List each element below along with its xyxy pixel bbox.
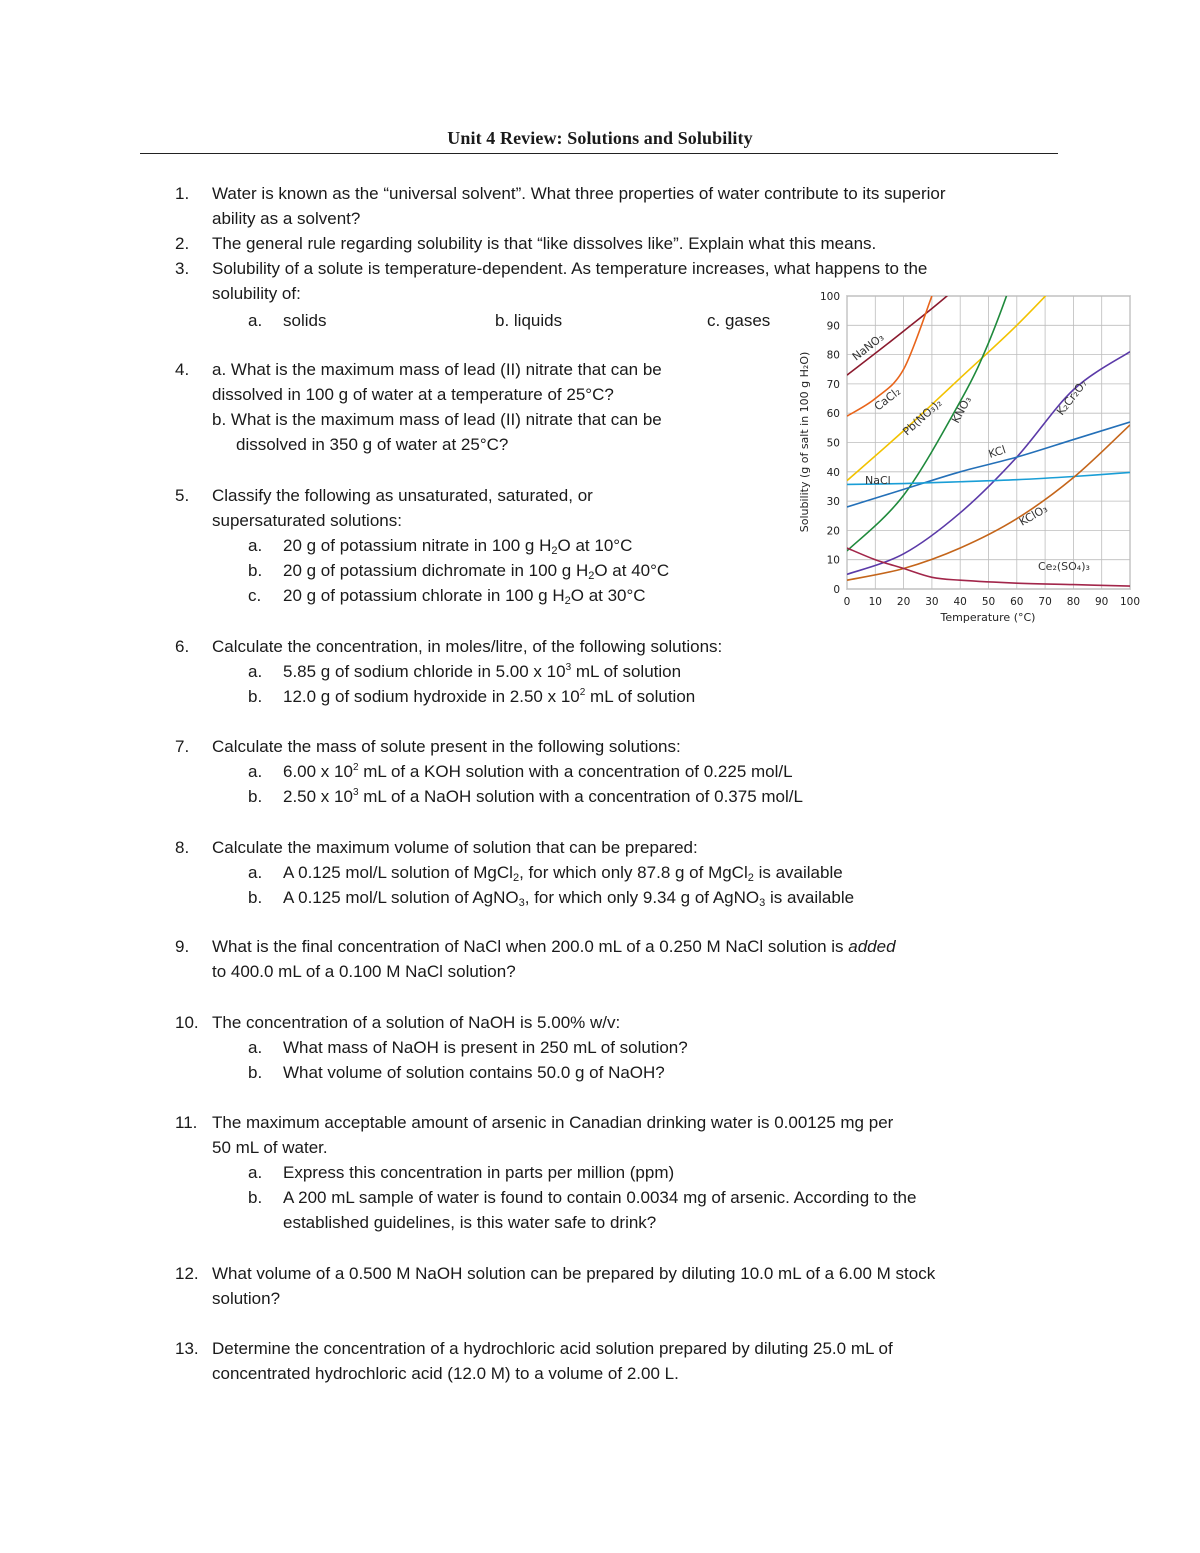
q7-text: Calculate the mass of solute present in the following solutions:: [212, 737, 681, 756]
q3-text: Solubility of a solute is temperature-dependent. As temperature increases, what happens to the: [212, 259, 928, 278]
q3-c-text: c. gases: [707, 311, 771, 330]
page-title: Unit 4 Review: Solutions and Solubility: [447, 128, 753, 148]
y-tick-80: 80: [826, 349, 840, 362]
q8-number: 8.: [175, 838, 190, 857]
q11-text: The maximum acceptable amount of arsenic in Canadian drinking water is 0.00125 mg per: [212, 1113, 894, 1132]
x-tick-30: 30: [925, 596, 939, 608]
series-label-nacl: NaCl: [865, 474, 891, 487]
q3-b-text: b. liquids: [495, 311, 563, 330]
y-tick-0: 0: [833, 584, 840, 596]
y-tick-60: 60: [826, 408, 840, 421]
series-label-nano3: NaNO₃: [849, 330, 887, 364]
q6-number: 6.: [175, 637, 190, 656]
q11-number: 11.: [175, 1113, 198, 1132]
q4-a-text: a. What is the maximum mass of lead (II) nitrate that can be: [212, 360, 662, 379]
q4-b-text: b. What is the maximum mass of lead (II) nitrate that can be: [212, 410, 662, 429]
q13-text-cont: concentrated hydrochloric acid (12.0 M) to a volume of 2.00 L.: [212, 1364, 679, 1383]
q7-b-label: b.: [248, 787, 263, 806]
x-tick-50: 50: [981, 596, 996, 608]
q10-text: The concentration of a solution of NaOH is 5.00% w/v:: [212, 1013, 621, 1032]
q8-b-text: A 0.125 mol/L solution of AgNO$_3$, for which only 9.34 g of AgNO$_3$ is available: [283, 888, 855, 909]
q10-b-label: b.: [248, 1063, 263, 1082]
q5-a-text: 20 g of potassium nitrate in 100 g $H_2O$ at 10°C: [283, 536, 633, 557]
q1-text-cont: ability as a solvent?: [212, 209, 361, 228]
x-tick-60: 60: [1010, 596, 1024, 608]
q12-text: What volume of a 0.500 M NaOH solution can be prepared by diluting 10.0 mL of a 6.00 M stock: [212, 1264, 936, 1283]
x-tick-90: 90: [1095, 596, 1109, 608]
title-underline: [140, 153, 1058, 154]
series-label-pbno32: Pb(NO₃)₂: [900, 396, 945, 439]
q7-number: 7.: [175, 737, 190, 756]
q6-a-text: 5.85 g of sodium chloride in 5.00 x $10^3$ mL of solution: [283, 662, 682, 681]
q5-c-label: c.: [248, 586, 262, 605]
q4-b-text-cont: dissolved in 350 g of water at 25°C?: [236, 435, 509, 454]
q13-number: 13.: [175, 1339, 199, 1358]
q5-text: Classify the following as unsaturated, saturated, or: [212, 486, 593, 505]
q11-b-text-cont: established guidelines, is this water safe to drink?: [283, 1213, 657, 1232]
q5-b-label: b.: [248, 561, 263, 580]
q3-a-text: solids: [283, 311, 327, 330]
q11-b-text: A 200 mL sample of water is found to contain 0.0034 mg of arsenic. According to the: [283, 1188, 917, 1207]
series-label-kclo3: KClO₃: [1017, 502, 1050, 529]
q7-a-label: a.: [248, 762, 263, 781]
q7-a-text: 6.00 x $10^2$ mL of a KOH solution with a concentration of 0.225 mol/L: [283, 762, 793, 781]
q5-b-text: 20 g of potassium dichromate in 100 g $H_2O$ at 40°C: [283, 561, 670, 582]
x-axis-label: Temperature (°C): [940, 611, 1036, 624]
y-tick-40: 40: [826, 466, 840, 479]
q3-a-label: a.: [248, 311, 263, 330]
q1-text: Water is known as the “universal solvent”. What three properties of water contribute to its superior: [212, 184, 946, 203]
q5-number: 5.: [175, 486, 190, 505]
q8-a-label: a.: [248, 863, 263, 882]
q10-a-text: What mass of NaOH is present in 250 mL of solution?: [283, 1038, 688, 1057]
x-tick-100: 100: [1119, 596, 1141, 608]
series-label-cacl2: CaCl₂: [871, 384, 904, 414]
q9-text-cont: to 400.0 mL of a 0.100 M NaCl solution?: [212, 962, 516, 981]
series-label-k2cr2o7: K₂Cr₂O₇: [1054, 377, 1090, 418]
q7-b-text: 2.50 x $10^3$ mL of a NaOH solution with a concentration of 0.375 mol/L: [283, 787, 803, 806]
q10-number: 10.: [175, 1013, 199, 1032]
q10-b-text: What volume of solution contains 50.0 g of NaOH?: [283, 1063, 665, 1082]
q5-c-text: 20 g of potassium chlorate in 100 g $H_2O$ at 30°C: [283, 586, 646, 607]
q11-a-text: Express this concentration in parts per million (ppm): [283, 1163, 675, 1182]
q5-text-cont: supersaturated solutions:: [212, 511, 402, 530]
q3-text-cont: solubility of:: [212, 284, 301, 303]
q4-a-text-cont: dissolved in 100 g of water at a temperature of 25°C?: [212, 385, 614, 404]
series-label-kno3: KNO₃: [949, 394, 975, 426]
q11-b-label: b.: [248, 1188, 263, 1207]
q1-number: 1.: [175, 184, 190, 203]
x-tick-80: 80: [1066, 596, 1081, 608]
x-tick-70: 70: [1038, 596, 1052, 608]
x-tick-40: 40: [953, 596, 967, 608]
y-tick-labels: [820, 291, 840, 596]
q6-b-label: b.: [248, 687, 263, 706]
x-tick-10: 10: [868, 596, 882, 608]
q2-number: 2.: [175, 234, 190, 253]
q9-number: 9.: [175, 937, 190, 956]
q3-number: 3.: [175, 259, 190, 278]
y-tick-50: 50: [826, 437, 840, 450]
q4-number: 4.: [175, 360, 190, 379]
q8-text: Calculate the maximum volume of solution that can be prepared:: [212, 838, 698, 857]
x-tick-labels: [844, 596, 1140, 608]
y-tick-30: 30: [826, 496, 840, 509]
q6-text: Calculate the concentration, in moles/litre, of the following solutions:: [212, 637, 723, 656]
q10-a-label: a.: [248, 1038, 263, 1057]
series-label-ce2so43: Ce₂(SO₄)₃: [1038, 560, 1090, 573]
x-tick-0: 0: [843, 596, 851, 608]
y-tick-10: 10: [826, 554, 840, 567]
solubility-chart: [790, 286, 1150, 631]
q9-text: What is the final concentration of NaCl when 200.0 mL of a 0.250 M NaCl solution is added: [212, 937, 896, 956]
series-label-kcl: KCl: [986, 443, 1008, 461]
y-axis-label: Solubility (g of salt in 100 g H₂O): [798, 351, 811, 533]
q11-text-cont: 50 mL of water.: [212, 1138, 328, 1157]
y-tick-90: 90: [826, 320, 840, 333]
q11-a-label: a.: [248, 1163, 263, 1182]
q8-b-label: b.: [248, 888, 263, 907]
q6-b-text: 12.0 g of sodium hydroxide in 2.50 x $10^2$ mL of solution: [283, 687, 696, 706]
y-tick-20: 20: [826, 525, 840, 538]
q2-text: The general rule regarding solubility is that “like dissolves like”. Explain what this means.: [212, 234, 877, 253]
q5-a-label: a.: [248, 536, 263, 555]
y-tick-100: 100: [819, 291, 840, 303]
q12-number: 12.: [175, 1264, 199, 1283]
x-tick-20: 20: [896, 596, 911, 608]
q12-text-cont: solution?: [212, 1289, 281, 1308]
q13-text: Determine the concentration of a hydrochloric acid solution prepared by diluting 25.0 mL of: [212, 1339, 893, 1358]
q6-a-label: a.: [248, 662, 263, 681]
q8-a-text: A 0.125 mol/L solution of MgCl$_2$, for which only 87.8 g of MgCl$_2$ is available: [283, 863, 843, 884]
y-tick-70: 70: [826, 378, 840, 391]
